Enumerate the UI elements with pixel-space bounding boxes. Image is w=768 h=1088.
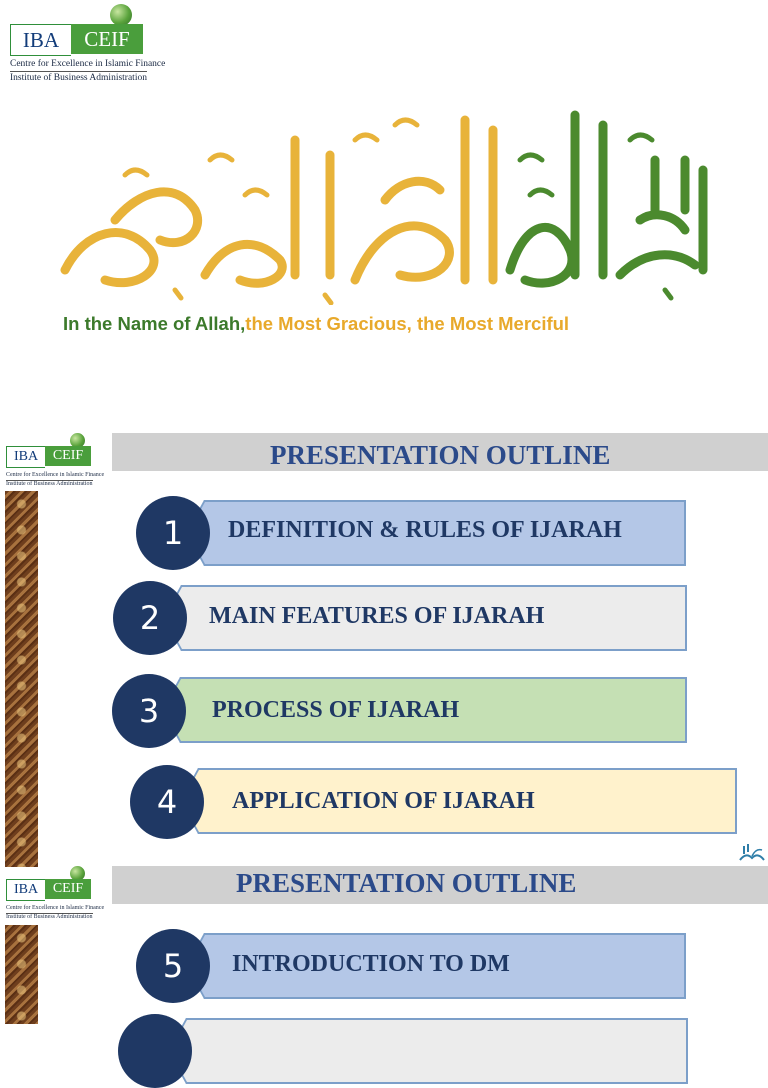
outline-item-bar xyxy=(168,1018,688,1084)
logo-subtitle-2: Institute of Business Administration xyxy=(6,481,93,487)
outline-item-label: MAIN FEATURES OF IJARAH xyxy=(209,603,545,629)
outline-item-label: INTRODUCTION TO DM xyxy=(232,951,510,977)
outline-number-badge: 2 xyxy=(113,581,187,655)
logo-iba-text: IBA xyxy=(6,879,45,901)
tagline-part-1: In the Name of Allah, xyxy=(63,313,246,334)
logo-subtitle-1: Centre for Excellence in Islamic Finance xyxy=(6,472,105,478)
logo-iba-text: IBA xyxy=(6,446,45,468)
slide1-logo xyxy=(6,433,106,491)
outline-number-badge: 3 xyxy=(112,674,186,748)
logo-subtitle-2: Institute of Business Administration xyxy=(10,73,147,83)
logo-subtitle-2: Institute of Business Administration xyxy=(6,914,93,920)
slide1-decorative-strip xyxy=(5,491,38,867)
logo-subtitle-1: Centre for Excellence in Islamic Finance xyxy=(6,905,105,911)
outline-item-label: DEFINITION & RULES OF IJARAH xyxy=(228,517,622,543)
outline-number-badge: 1 xyxy=(136,496,210,570)
slide1-title: PRESENTATION OUTLINE xyxy=(270,440,611,470)
outline-number-badge: 5 xyxy=(136,929,210,1003)
bismillah-tagline xyxy=(63,313,569,335)
tagline-part-2: the Most Gracious, the Most Merciful xyxy=(245,313,570,334)
book-icon xyxy=(738,842,766,864)
outline-item-label: PROCESS OF IJARAH xyxy=(212,697,460,723)
globe-icon xyxy=(110,4,132,26)
outline-number-badge: 4 xyxy=(130,765,204,839)
logo-ceif-text: CEIF xyxy=(45,446,91,466)
slide2-decorative-strip xyxy=(5,925,38,1024)
iba-ceif-logo xyxy=(10,4,165,84)
logo-ceif-text: CEIF xyxy=(71,24,143,54)
outline-number-badge xyxy=(118,1014,192,1088)
slide2-title: PRESENTATION OUTLINE xyxy=(236,868,577,898)
outline-item-label: APPLICATION OF IJARAH xyxy=(232,788,535,814)
logo-iba-text: IBA xyxy=(10,24,71,56)
slide2-logo xyxy=(6,866,106,924)
bismillah-calligraphy xyxy=(55,100,715,305)
logo-subtitle-1: Centre for Excellence in Islamic Finance xyxy=(10,59,166,69)
logo-ceif-text: CEIF xyxy=(45,879,91,899)
